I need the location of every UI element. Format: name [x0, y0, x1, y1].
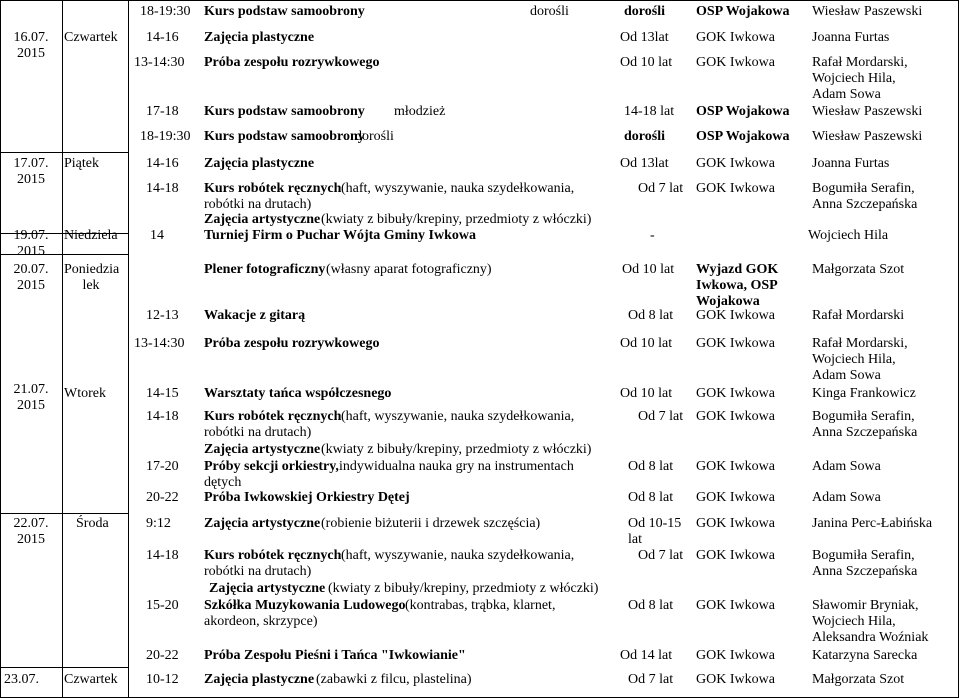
cell-place: GOK Iwkowa [696, 459, 775, 474]
cell-audience: młodzież [394, 104, 446, 119]
cell-activity: Kurs podstaw samoobrony [204, 4, 365, 19]
cell-age: 14-18 lat [624, 104, 675, 119]
cell-weekday: Poniedzia lek [64, 262, 120, 293]
cell-age: Od 7 lat [638, 409, 684, 424]
cell-instructor: Joanna Furtas [812, 156, 890, 171]
cell-activity-detail: (haft, wyszywanie, nauka szydełkowania, robótki na drutach) [204, 181, 575, 212]
cell-activity: Zajęcia plastyczne [204, 30, 315, 45]
cell-instructor: Katarzyna Sarecka [812, 648, 918, 663]
cell-age: Od 8 lat [628, 490, 674, 505]
cell-time: 13-14:30 [134, 55, 185, 70]
cell-time: 17-20 [146, 459, 179, 474]
cell-audience: dorośli [355, 129, 394, 144]
cell-place: OSP Wojakowa [696, 129, 790, 144]
cell-activity: Próba zespołu rozrywkowego [204, 55, 380, 70]
cell-place: GOK Iwkowa [696, 516, 775, 531]
grid-hline [0, 0, 958, 1]
cell-activity: Zajęcia plastyczne [204, 156, 315, 171]
cell-place: GOK Iwkowa [696, 490, 775, 505]
cell-time: 17-18 [146, 104, 179, 119]
cell-time: 14-18 [146, 409, 179, 424]
cell-instructor: Rafał Mordarski [812, 308, 905, 323]
cell-instructor: Rafał Mordarski, Wojciech Hila, Adam Sowa [812, 55, 908, 102]
cell-instructor: Wiesław Paszewski [812, 104, 923, 119]
cell-weekday: Środa [76, 516, 109, 531]
cell-activity-detail: (robienie biżuterii i drzewek szczęścia) [321, 516, 541, 531]
grid-vline [128, 0, 129, 698]
cell-place: GOK Iwkowa [696, 598, 775, 613]
cell-age: dorośli [624, 129, 665, 144]
cell-age: Od 10 lat [620, 386, 673, 401]
cell-time: 20-22 [146, 648, 179, 663]
cell-age: Od 8 lat [628, 598, 674, 613]
cell-age: Od 14 lat [620, 648, 673, 663]
cell-activity: Zajęcia artystyczne [204, 212, 321, 227]
cell-activity-detail: (zabawki z filcu, plastelina) [316, 672, 472, 687]
cell-activity: Warsztaty tańca współczesnego [204, 386, 392, 401]
cell-activity-detail: (kwiaty z bibuły/krepiny, przedmioty z włóczki) [328, 581, 599, 596]
cell-instructor: Wojciech Hila [808, 228, 889, 243]
cell-age: Od 10 lat [620, 55, 673, 70]
cell-activity: Plener fotograficzny [204, 262, 326, 277]
cell-age: dorośli [624, 4, 665, 19]
cell-age: Od 8 lat [628, 308, 674, 323]
cell-date: 17.07. 2015 [13, 156, 49, 187]
cell-instructor: Adam Sowa [812, 459, 881, 474]
cell-time: 14-16 [146, 30, 179, 45]
cell-instructor: Rafał Mordarski, Wojciech Hila, Adam Sowa [812, 336, 908, 383]
cell-activity: Kurs podstaw samoobrony [204, 104, 365, 119]
cell-activity: Wakacje z gitarą [204, 308, 306, 323]
cell-time: 13-14:30 [134, 336, 185, 351]
grid-hline [0, 513, 128, 514]
cell-instructor: Małgorzata Szot [812, 262, 905, 277]
cell-age: Od 10 lat [620, 336, 673, 351]
grid-vline [958, 0, 959, 698]
cell-time: 18-19:30 [140, 4, 191, 19]
cell-place: GOK Iwkowa [696, 648, 775, 663]
cell-date: 16.07. 2015 [13, 30, 49, 61]
cell-activity-detail: (kwiaty z bibuły/krepiny, przedmioty z włóczki) [321, 442, 592, 457]
cell-activity: Próba Zespołu Pieśni i Tańca "Iwkowianie" [204, 648, 466, 663]
cell-activity-detail: (haft, wyszywanie, nauka szydełkowania, robótki na drutach) [204, 548, 575, 579]
cell-place: OSP Wojakowa [696, 4, 790, 19]
cell-weekday: Niedziela [64, 228, 118, 243]
cell-activity: Kurs robótek ręcznych [204, 548, 342, 563]
cell-time: 20-22 [146, 490, 179, 505]
cell-weekday: Wtorek [64, 386, 106, 401]
cell-time: 12-13 [146, 308, 179, 323]
cell-place: GOK Iwkowa [696, 548, 775, 563]
cell-place: GOK Iwkowa [696, 672, 775, 687]
cell-activity: Szkółka Muzykowania Ludowego [204, 598, 406, 613]
cell-age: Od 7 lat [638, 548, 684, 563]
cell-time: 14 [150, 228, 164, 243]
cell-instructor: Kinga Frankowicz [812, 386, 916, 401]
cell-place: GOK Iwkowa [696, 30, 775, 45]
cell-place: GOK Iwkowa [696, 409, 775, 424]
cell-place: GOK Iwkowa [696, 55, 775, 70]
cell-activity: Zajęcia plastyczne [204, 672, 315, 687]
cell-date: 19.07. 2015 [13, 228, 49, 259]
cell-instructor: Bogumiła Serafin, Anna Szczepańska [812, 548, 918, 579]
cell-time: 14-18 [146, 181, 179, 196]
cell-activity: Zajęcia artystyczne [204, 516, 321, 531]
cell-activity-detail: (kwiaty z bibuły/krepiny, przedmioty z włóczki) [321, 212, 592, 227]
cell-weekday: Czwartek [64, 672, 118, 687]
cell-activity-detail: (haft, wyszywanie, nauka szydełkowania, robótki na drutach) [204, 409, 575, 440]
cell-activity: Turniej Firm o Puchar Wójta Gminy Iwkowa [204, 228, 476, 243]
cell-instructor: Wiesław Paszewski [812, 4, 923, 19]
cell-weekday: Piątek [64, 156, 99, 171]
cell-activity: Zajęcia artystyczne [209, 581, 326, 596]
cell-weekday: Czwartek [64, 30, 118, 45]
cell-place: GOK Iwkowa [696, 181, 775, 196]
cell-activity: Próba zespołu rozrywkowego [204, 336, 380, 351]
cell-time: 15-20 [146, 598, 179, 613]
cell-instructor: Małgorzata Szot [812, 672, 905, 687]
cell-activity-detail: (kontrabas, trąbka, klarnet, akordeon, skrzypce) [204, 598, 556, 629]
cell-activity-detail: indywidualna nauka gry na instrumentach dętych [204, 459, 574, 490]
cell-age: Od 13lat [620, 156, 669, 171]
cell-time: 14-16 [146, 156, 179, 171]
cell-age: Od 13lat [620, 30, 669, 45]
cell-instructor: Bogumiła Serafin, Anna Szczepańska [812, 181, 918, 212]
cell-time: 14-15 [146, 386, 179, 401]
cell-place: GOK Iwkowa [696, 308, 775, 323]
cell-activity: Kurs podstaw samoobrony [204, 129, 365, 144]
cell-age: Od 10 lat [622, 262, 675, 277]
cell-instructor: Janina Perc-Łabińska [812, 516, 933, 531]
cell-activity: Próby sekcji orkiestry, [204, 459, 339, 474]
cell-date: 21.07. 2015 [13, 382, 49, 413]
cell-instructor: Adam Sowa [812, 490, 881, 505]
cell-age: Od 10-15 lat [628, 516, 682, 547]
cell-date: 22.07. 2015 [13, 516, 49, 547]
cell-time: 10-12 [146, 672, 179, 687]
cell-activity-detail: (własny aparat fotograficzny) [326, 262, 492, 277]
grid-hline [0, 152, 128, 153]
grid-hline [0, 667, 128, 668]
cell-age: Od 7 lat [638, 181, 684, 196]
cell-activity: Kurs robótek ręcznych [204, 409, 342, 424]
cell-place: GOK Iwkowa [696, 156, 775, 171]
cell-instructor: Sławomir Bryniak, Wojciech Hila, Aleksandra Woźniak [812, 598, 929, 645]
cell-activity: Zajęcia artystyczne [204, 442, 321, 457]
cell-age: Od 8 lat [628, 459, 674, 474]
cell-place: GOK Iwkowa [696, 386, 775, 401]
cell-activity: Próba Iwkowskiej Orkiestry Dętej [204, 490, 410, 505]
cell-time: 18-19:30 [140, 129, 191, 144]
cell-date: 20.07. 2015 [13, 262, 49, 293]
cell-instructor: Wiesław Paszewski [812, 129, 923, 144]
cell-place: GOK Iwkowa [696, 336, 775, 351]
cell-date: 23.07. [4, 672, 39, 687]
cell-instructor: Bogumiła Serafin, Anna Szczepańska [812, 409, 918, 440]
cell-time: 14-18 [146, 548, 179, 563]
cell-age: Od 7 lat [628, 672, 674, 687]
cell-place: OSP Wojakowa [696, 104, 790, 119]
grid-vline [0, 0, 1, 698]
cell-activity: Kurs robótek ręcznych [204, 181, 342, 196]
grid-vline [62, 0, 63, 698]
cell-age: - [650, 228, 655, 243]
cell-place: Wyjazd GOK Iwkowa, OSP Wojakowa [696, 262, 779, 309]
cell-time: 9:12 [146, 516, 171, 531]
cell-instructor: Joanna Furtas [812, 30, 890, 45]
cell-audience: dorośli [530, 4, 569, 19]
